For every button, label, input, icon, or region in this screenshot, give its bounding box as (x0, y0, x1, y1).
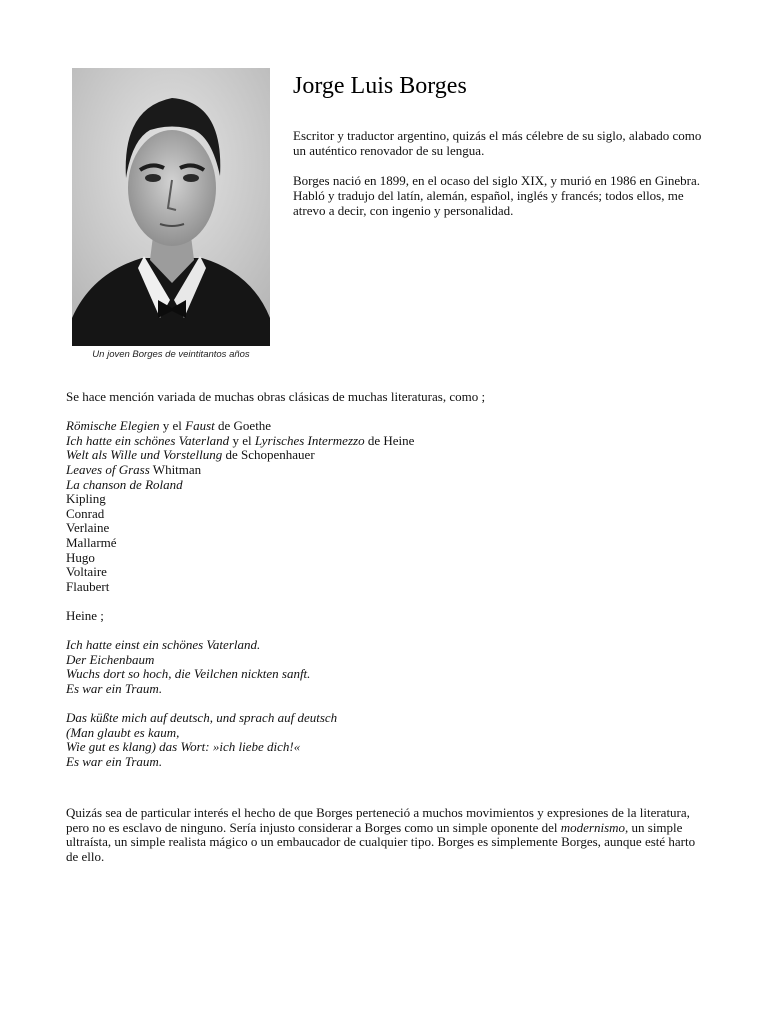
work-title: Ich hatte ein schönes Vaterland (66, 432, 230, 448)
works-line-1: Römische Elegien y el Faust de Goethe (66, 418, 272, 434)
work-title: Welt als Wille und Vorstellung (66, 447, 223, 463)
photo-caption: Un joven Borges de veintitantos años (92, 349, 250, 360)
author-item: Verlaine (66, 520, 110, 536)
works-line-2: Ich hatte ein schönes Vaterland y el Lyrisches Intermezzo de Heine (66, 432, 415, 448)
poem-line: (Man glaubt es kaum, (66, 724, 180, 740)
intro-paragraph-2: Borges nació en 1899, en el ocaso del siglo XIX, y murió en 1986 en Ginebra. Habló y tradujo del latín, alemán, español, inglés y francés; todos ellos, me atrevo a decir, con ingenio y personalidad. (293, 173, 700, 218)
poem-line: Ich hatte einst ein schönes Vaterland. (66, 637, 261, 653)
work-title: Faust (185, 418, 215, 434)
author-item: Mallarmé (66, 534, 117, 550)
author-item: Hugo (66, 549, 95, 565)
portrait-image (72, 68, 270, 346)
poem-line: Der Eichenbaum (66, 651, 155, 667)
author-item: Conrad (66, 505, 105, 521)
author-item: Kipling (66, 491, 106, 507)
works-line-4: Leaves of Grass Whitman (66, 461, 202, 477)
works-line-5 (66, 478, 706, 493)
page-title: Jorge Luis Borges (293, 73, 467, 99)
author-item: Voltaire (66, 564, 107, 580)
work-title: Römische Elegien (66, 418, 160, 434)
poem-line: Es war ein Traum. (66, 680, 163, 696)
heine-label: Heine ; (66, 607, 104, 623)
poem-line: Wie gut es klang) das Wort: »ich liebe dich!« (66, 739, 301, 755)
works-line-3: Welt als Wille und Vorstellung de Schopenhauer (66, 447, 315, 463)
work-title: La chanson de Roland (66, 476, 183, 492)
poem-line: Das küßte mich auf deutsch, und sprach auf deutsch (66, 710, 338, 726)
work-title: Leaves of Grass (66, 461, 150, 477)
intro-paragraph-1: Escritor y traductor argentino, quizás el más célebre de su siglo, alabado como un auténtico renovador de su lengua. (293, 128, 702, 158)
emphasis: modernismo (560, 819, 626, 835)
works-intro: Se hace mención variada de muchas obras clásicas de muchas literaturas, como ; (66, 389, 486, 404)
main-body (66, 390, 706, 864)
work-title: Lyrisches Intermezzo (254, 432, 365, 448)
intro-section (293, 128, 703, 233)
closing-paragraph: Quizás sea de particular interés el hecho de que Borges perteneció a muchos movimientos y expresiones de la literatura, pero no es esclavo de ninguno. Sería injusto considerar a Borges como un simple oponente del modernismo, un simple ultraísta, un simple realista mágico o un embaucador de cualquier tipo. Borges es simplemente Borges, aunque esté harto de ello. (66, 805, 696, 864)
poem-line: Es war ein Traum. (66, 753, 163, 769)
author-item: Flaubert (66, 578, 110, 594)
poem-line: Wuchs dort so hoch, die Veilchen nickten sanft. (66, 666, 311, 682)
portrait-photo (72, 68, 270, 346)
